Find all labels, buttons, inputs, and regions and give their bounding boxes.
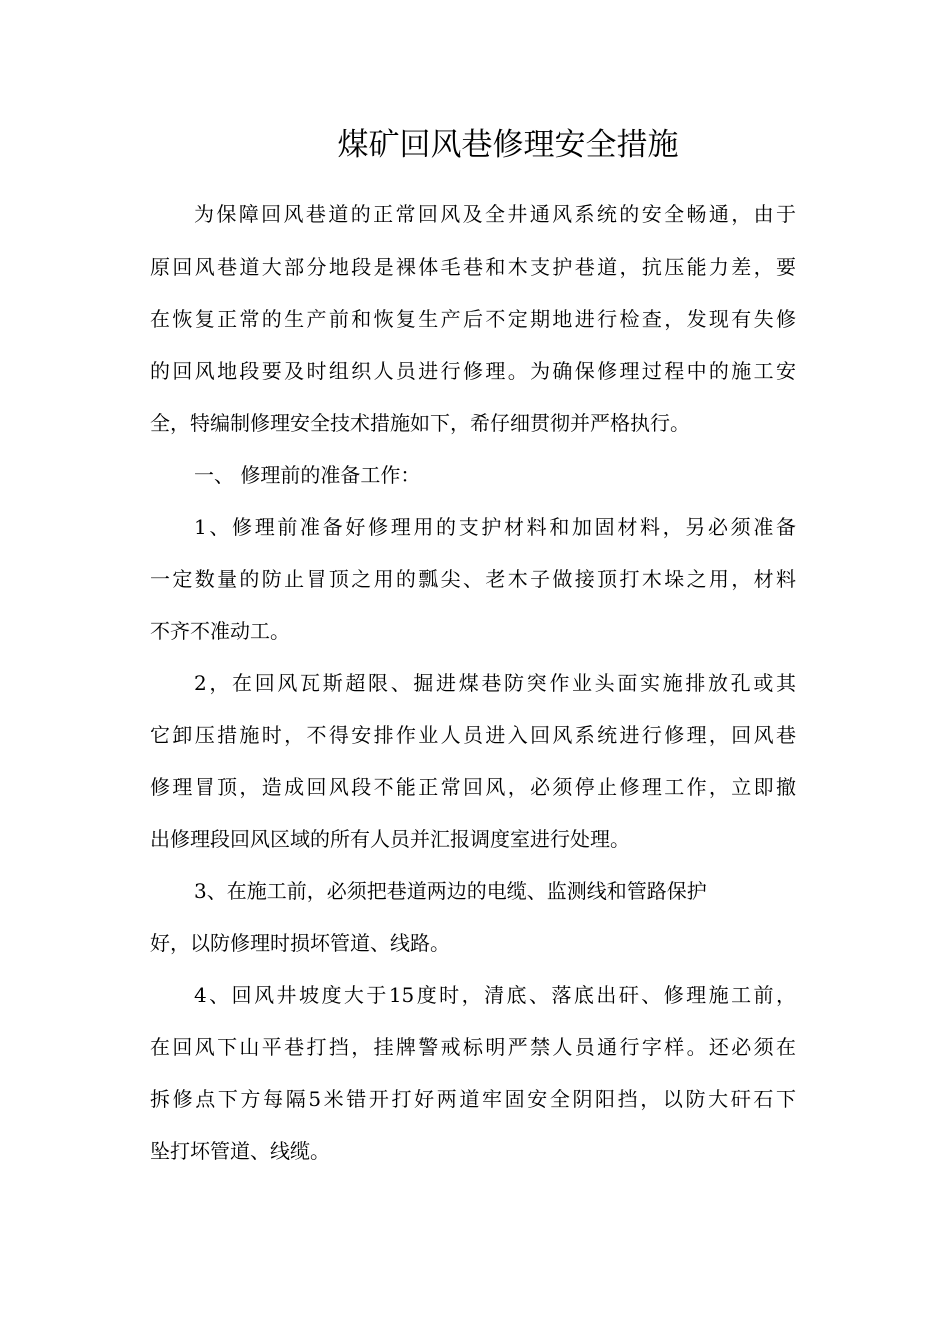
paragraph-line: 好，以防修理时损坏管道、线路。 — [150, 931, 450, 955]
paragraph-line: 坠打坏管道、线缆。 — [150, 1139, 330, 1163]
paragraph-line: 为保障回风巷道的正常回风及全井通风系统的安全畅通，由于 — [194, 202, 796, 226]
paragraph-line: 原回风巷道大部分地段是裸体毛巷和木支护巷道，抗压能力差，要 — [150, 255, 796, 279]
paragraph-line: 不齐不准动工。 — [150, 619, 290, 643]
paragraph-line: 在恢复正常的生产前和恢复生产后不定期地进行检查，发现有失修 — [150, 307, 796, 331]
paragraph-line: 它卸压措施时，不得安排作业人员进入回风系统进行修理，回风巷 — [150, 723, 796, 747]
paragraph-line: 拆修点下方每隔5米错开打好两道牢固安全阴阳挡，以防大矸石下 — [150, 1087, 796, 1111]
paragraph-line: 4、回风井坡度大于15度时，清底、落底出矸、修理施工前， — [194, 983, 796, 1007]
paragraph-line: 2，在回风瓦斯超限、掘进煤巷防突作业头面实施排放孔或其 — [194, 671, 796, 695]
paragraph-line: 1、修理前准备好修理用的支护材料和加固材料，另必须准备 — [194, 515, 796, 539]
paragraph-line: 修理冒顶，造成回风段不能正常回风，必须停止修理工作，立即撤 — [150, 775, 796, 799]
document-title: 煤矿回风巷修理安全措施 — [337, 127, 679, 163]
paragraph-line: 出修理段回风区域的所有人员并汇报调度室进行处理。 — [150, 827, 630, 851]
paragraph-line: 一定数量的防止冒顶之用的瓢尖、老木子做接顶打木垛之用，材料 — [150, 567, 796, 591]
paragraph-line: 在回风下山平巷打挡，挂牌警戒标明严禁人员通行字样。还必须在 — [150, 1035, 796, 1059]
paragraph-line: 3、在施工前，必须把巷道两边的电缆、监测线和管路保护 — [194, 879, 707, 903]
paragraph-line: 全，特编制修理安全技术措施如下，希仔细贯彻并严格执行。 — [150, 411, 690, 435]
section-heading: 一、 修理前的准备工作： — [194, 463, 421, 487]
paragraph-line: 的回风地段要及时组织人员进行修理。为确保修理过程中的施工安 — [150, 359, 796, 383]
